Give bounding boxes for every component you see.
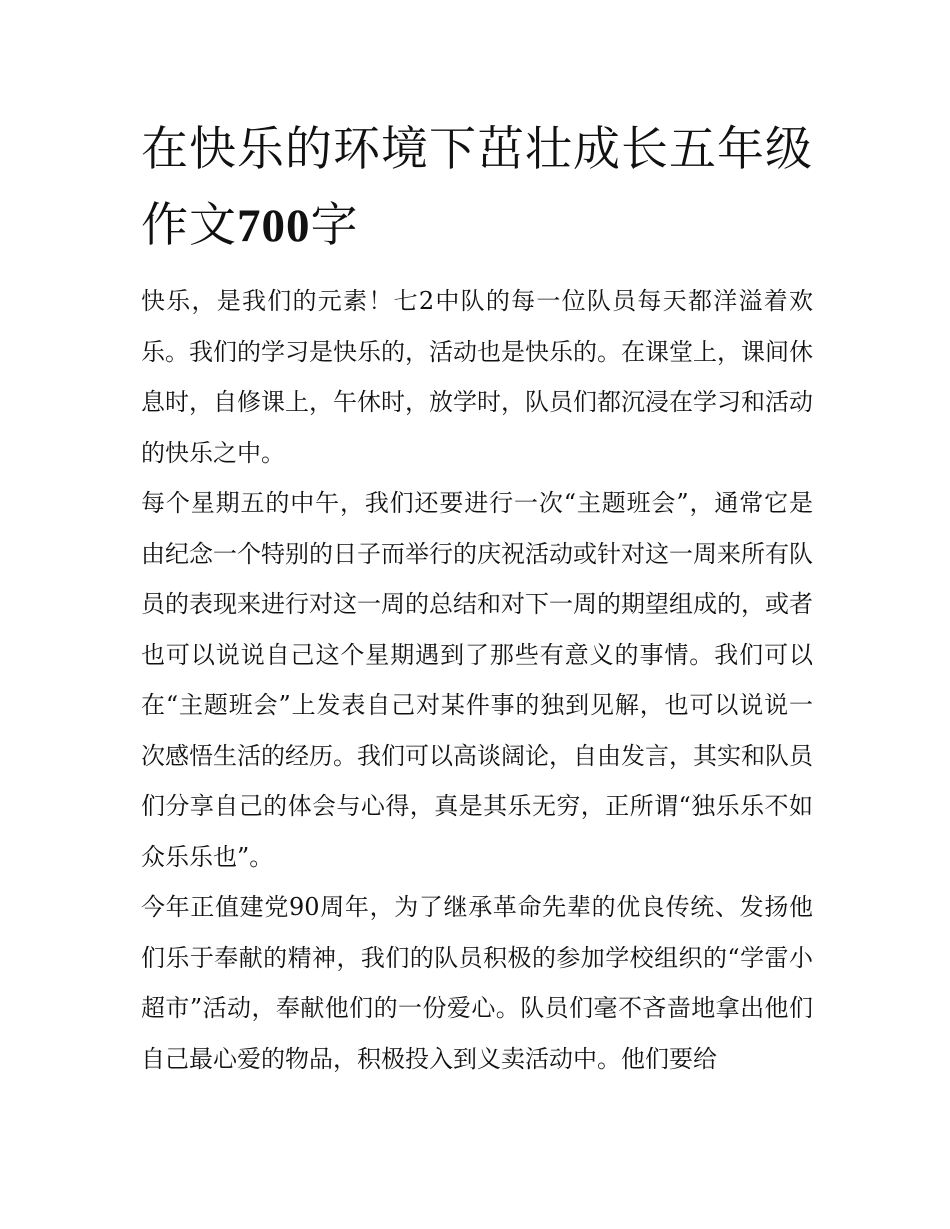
document-body [141,276,813,1084]
title-prefix: 在快乐的环境下茁壮成长五年级作文 [141,122,813,253]
paragraph-3: 今年正值建党90周年，为了继承革命先辈的优良传统、发扬他们乐于奉献的精神，我们的队员积极的参加学校组织的“学雷小超市”活动，奉献他们的一份爱心。队员们毫不吝啬地拿出他们自己最心爱的物品，积极投入到义卖活动中。他们要给 [141,893,813,1073]
paragraph-2: 每个星期五的中午，我们还要进行一次“主题班会”，通常它是由纪念一个特别的日子而举行的庆祝活动或针对这一周来所有队员的表现来进行对这一周的总结和对下一周的期望组成的，或者也可以说说自己这个星期遇到了那些有意义的事情。我们可以在“主题班会”上发表自己对某件事的独到见解，也可以说说一次感悟生活的经历。我们可以高谈阔论，自由发言，其实和队员们分享自己的体会与心得，真是其乐无穷，正所谓“独乐乐不如众乐乐也”。 [141,489,813,871]
document-content [141,112,813,1084]
document-title [141,112,813,264]
title-suffix: 字 [310,198,359,253]
title-number: 700 [237,200,311,252]
paragraph-1: 快乐，是我们的元素！七2中队的每一位队员每天都洋溢着欢乐。我们的学习是快乐的，活动也是快乐的。在课堂上，课间休息时，自修课上，午休时，放学时，队员们都沉浸在学习和活动的快乐之中。 [141,287,813,467]
